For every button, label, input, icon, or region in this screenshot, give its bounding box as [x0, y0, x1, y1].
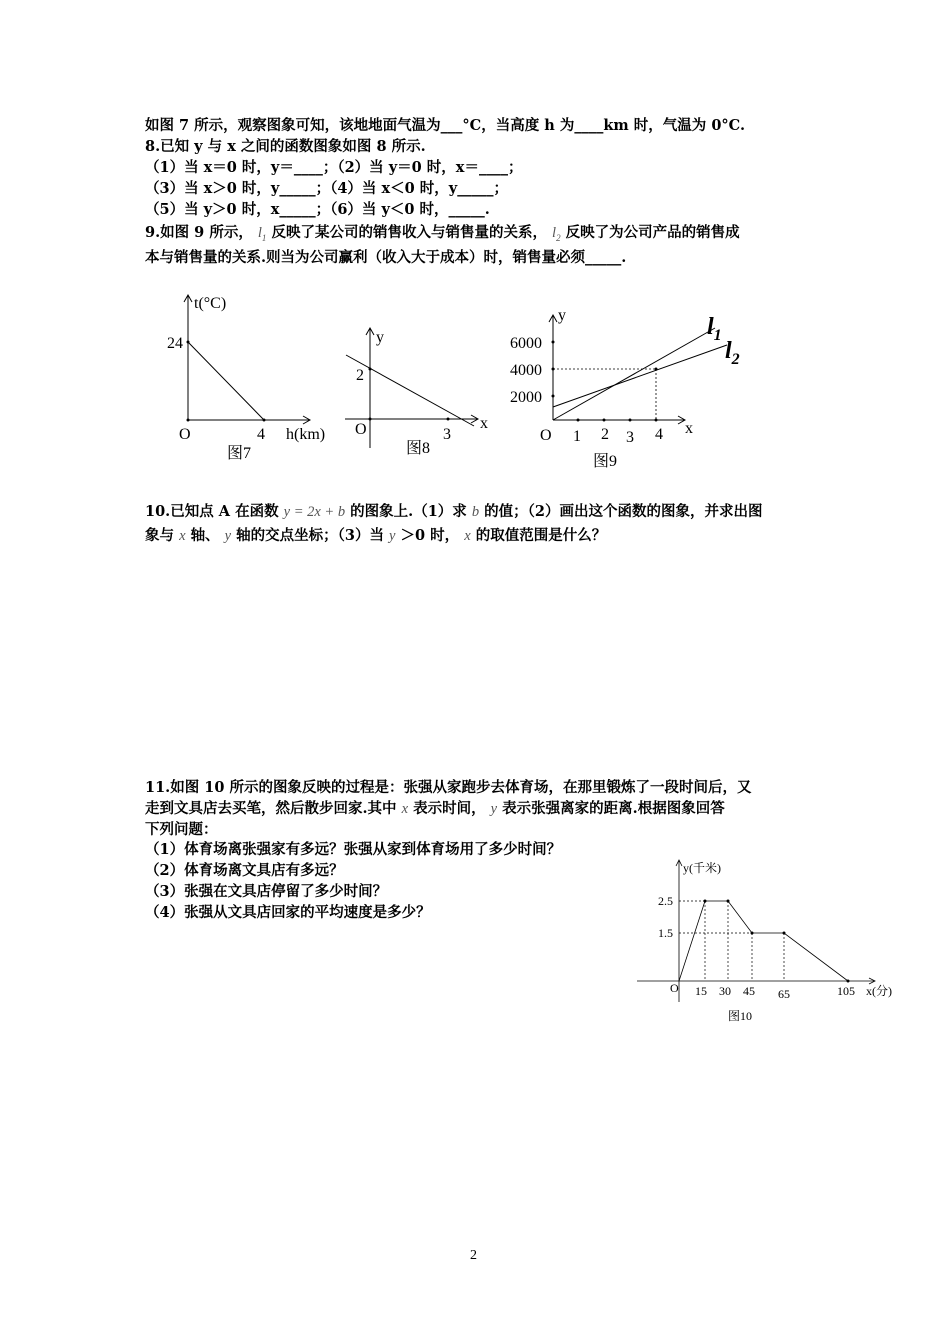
fig7-point-y	[187, 341, 190, 344]
fig10-point-4	[783, 932, 786, 935]
fig9-xtick-dot-3	[629, 419, 632, 422]
fig9-ytick-dot-6000	[552, 341, 555, 344]
q10-line-2	[145, 526, 606, 546]
q11-sub-2: （2）体育场离文具店有多远？	[145, 862, 344, 879]
fig9-ytick-dot-4000	[552, 368, 555, 371]
q7-tail-line: 如图 7 所示，观察图象可知，该地地面气温为___°C，当高度 h 为____km 时，气温为 0°C.	[145, 117, 746, 134]
q10-x-var-2: x	[464, 528, 471, 544]
fig9-xtick-dot-4	[655, 419, 658, 422]
fig9-xtick-4: 4	[655, 426, 663, 443]
fig10-origin: O	[670, 981, 679, 995]
fig9-xtick-dot-1	[577, 419, 580, 422]
fig9-line-l1	[553, 328, 715, 420]
q10-text-f: 轴的交点坐标；（3）当	[236, 527, 384, 544]
fig9-caption: 图9	[593, 453, 618, 470]
q10-text-d: 象与	[145, 527, 174, 544]
fig7-origin: O	[179, 426, 191, 443]
fig9-x-label: x	[685, 420, 693, 437]
q10-y-var-2: y	[389, 528, 396, 544]
figure-10	[635, 855, 900, 1030]
figure-8	[340, 320, 500, 460]
fig9-intersection	[655, 368, 658, 371]
fig9-y-label: y	[558, 307, 566, 324]
q10-text-e: 轴、	[190, 527, 220, 544]
fig9-xtick-2: 2	[601, 426, 609, 443]
fig8-caption: 图8	[406, 440, 431, 457]
fig9-xtick-dot-2	[603, 419, 606, 422]
q9-l1-symbol: $l_1$	[257, 225, 267, 243]
fig8-y-label: y	[376, 329, 384, 346]
q10-text-a: 10.已知点 A 在函数	[145, 503, 279, 520]
fig7-y-label: t(°C)	[194, 295, 227, 312]
q9-text-c: 反映了为公司产品的销售成	[565, 224, 740, 241]
fig10-ytick-25: 2.5	[658, 894, 673, 908]
fig10-point-1	[704, 900, 707, 903]
figure-9	[505, 300, 755, 475]
fig9-ytick-4000: 4000	[510, 362, 542, 379]
page-number: 2	[470, 1248, 477, 1263]
fig10-xtick-65: 65	[778, 987, 790, 1001]
q11-text-a: 走到文具店去买笔，然后散步回家.其中	[145, 800, 397, 817]
fig10-graph-line	[679, 901, 848, 981]
fig9-xtick-1: 1	[573, 428, 581, 445]
q9-text-a: 9.如图 9 所示，	[145, 224, 253, 241]
q9-line-1	[145, 223, 740, 248]
fig9-ytick-2000: 2000	[510, 389, 542, 406]
q10-y-var-1: y	[224, 528, 232, 544]
fig8-y-tick: 2	[356, 367, 364, 384]
fig10-caption: 图10	[728, 1009, 753, 1023]
fig7-x-label: h(km)	[286, 426, 326, 443]
q11-text-b: 表示时间，	[413, 800, 486, 817]
fig7-y-tick: 24	[167, 335, 183, 352]
q10-x-var-1: x	[179, 528, 186, 544]
q10-text-c: 的值；（2）画出这个函数的图象，并求出图	[484, 503, 763, 520]
fig8-x-tick: 3	[443, 426, 451, 443]
figure-7	[160, 290, 326, 465]
fig8-point-y	[369, 368, 372, 371]
fig9-xtick-3: 3	[626, 429, 634, 446]
fig10-point-2	[727, 900, 730, 903]
fig8-point-o	[369, 418, 372, 421]
q10-line-1	[145, 502, 763, 522]
fig8-x-label: x	[480, 415, 488, 432]
q11-y-var: y	[490, 801, 498, 817]
q11-x-var: x	[401, 801, 409, 817]
fig9-l2-label: $l_2$	[725, 338, 740, 368]
fig10-x-label: x(分)	[866, 984, 892, 998]
q9-line-2: 本与销售量的关系.则当为公司赢利（收入大于成本）时，销售量必须_____.	[145, 249, 627, 266]
fig10-point-5	[847, 980, 850, 983]
fig8-point-x	[447, 418, 450, 421]
fig10-ytick-15: 1.5	[658, 926, 673, 940]
q11-line-2	[145, 799, 725, 819]
fig9-line-l2	[553, 345, 727, 407]
q11-line-1: 11.如图 10 所示的图象反映的过程是：张强从家跑步去体育场，在那里锻炼了一段时间后，又	[145, 779, 752, 796]
fig10-xtick-30: 30	[719, 984, 731, 998]
fig10-xtick-105: 105	[837, 984, 855, 998]
fig7-x-tick: 4	[257, 426, 265, 443]
q8-item-line-3: （5）当 y＞0 时，x_____；（6）当 y＜0 时，_____.	[145, 201, 490, 218]
fig9-l1-label: $l_1$	[707, 314, 722, 344]
q10-text-b: 的图象上.（1）求	[350, 503, 467, 520]
q11-sub-4: （4）张强从文具店回家的平均速度是多少？	[145, 904, 431, 921]
q9-text-b: 反映了某公司的销售收入与销售量的关系，	[271, 224, 547, 241]
q11-sub-1: （1）体育场离张强家有多远？张强从家到体育场用了多少时间？	[145, 841, 562, 858]
q10-b-var: b	[471, 504, 480, 520]
q10-equation: y = 2x + b	[283, 504, 346, 520]
fig7-point-o	[187, 419, 190, 422]
fig8-graph-line	[346, 355, 474, 426]
fig7-graph-line	[188, 342, 264, 420]
q8-title: 8.已知 y 与 x 之间的函数图象如图 8 所示.	[145, 138, 426, 155]
fig10-point-3	[751, 932, 754, 935]
q8-item-line-1: （1）当 x＝0 时，y＝____；（2）当 y＝0 时，x＝____；	[145, 159, 523, 176]
q9-l2-symbol: $l_2$	[552, 225, 561, 243]
q8-item-line-2: （3）当 x＞0 时，y_____；（4）当 x＜0 时，y_____；	[145, 180, 508, 197]
q11-text-c: 表示张强离家的距离.根据图象回答	[502, 800, 725, 817]
fig7-point-x	[263, 419, 266, 422]
q10-text-h: 的取值范围是什么？	[475, 527, 607, 544]
fig10-y-label: y(千米)	[683, 861, 721, 875]
q10-text-g: ＞0 时，	[400, 527, 460, 544]
fig7-caption: 图7	[227, 445, 252, 462]
fig8-origin: O	[355, 421, 367, 438]
fig9-ytick-dot-2000	[552, 395, 555, 398]
fig9-origin: O	[540, 427, 552, 444]
fig10-xtick-15: 15	[695, 984, 707, 998]
q11-sub-3: （3）张强在文具店停留了多少时间？	[145, 883, 388, 900]
fig10-xtick-45: 45	[743, 984, 755, 998]
q11-line-3: 下列问题：	[145, 821, 218, 838]
fig9-ytick-6000: 6000	[510, 335, 542, 352]
